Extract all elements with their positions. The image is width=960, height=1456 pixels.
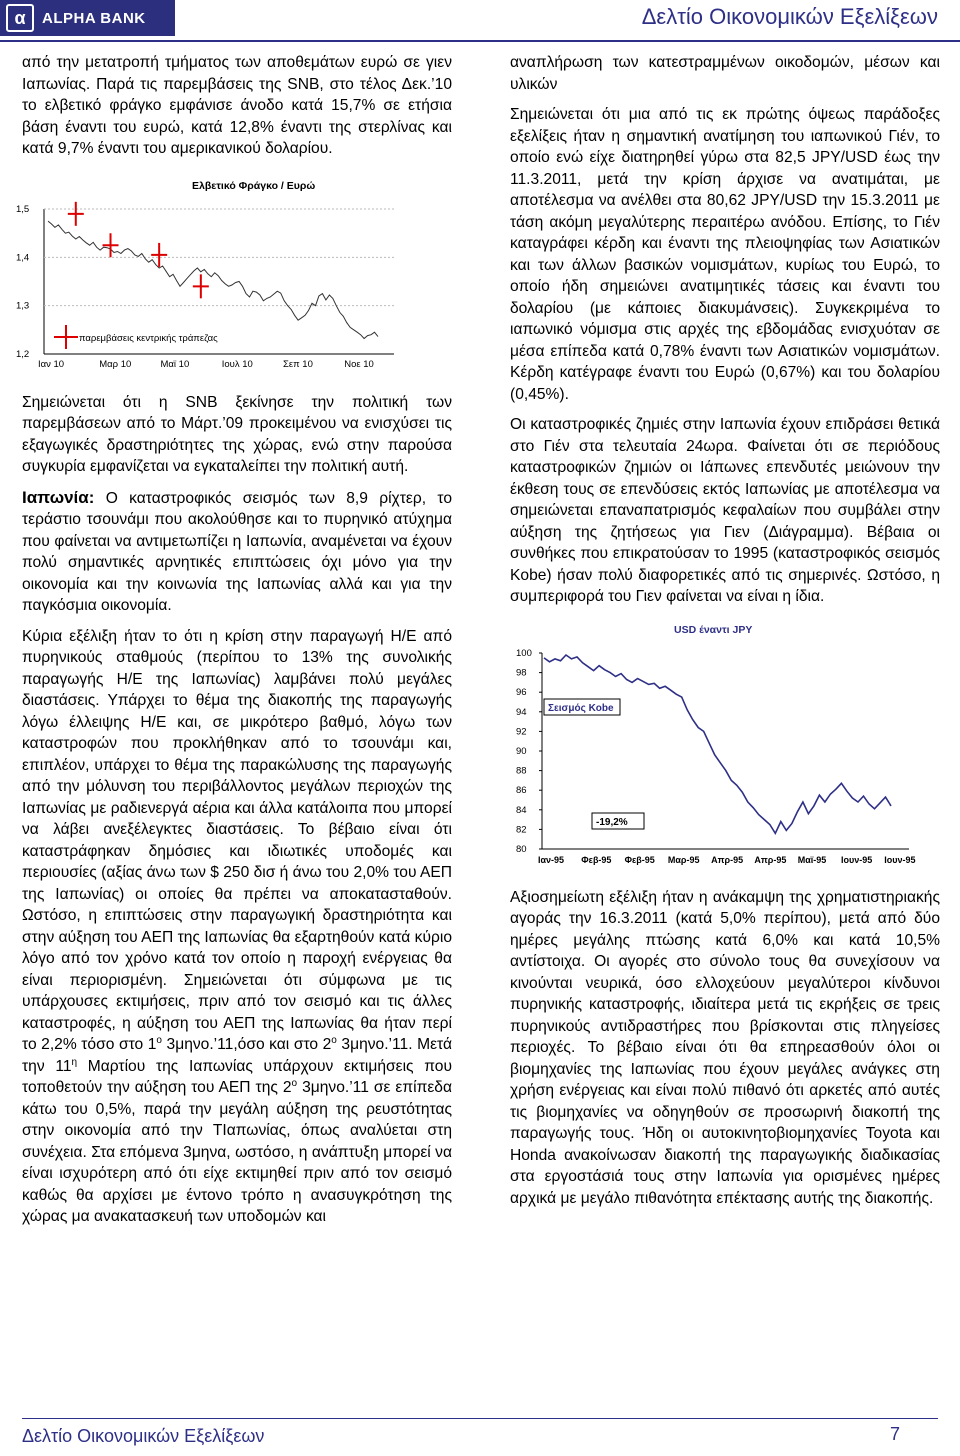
- x-tick-label: Σεπ 10: [283, 358, 313, 370]
- alpha-logo-icon: α: [6, 4, 34, 32]
- y-tick-label: 1,5: [16, 203, 30, 215]
- decline-annotation: [592, 813, 644, 829]
- x-tick-label: Μαρ 10: [99, 358, 132, 370]
- right-column: [510, 52, 940, 1218]
- chf-eur-chart: [4, 169, 444, 384]
- paragraph-nuclear-crisis: Κύρια εξέλιξη ήταν το ότι η κρίση στην παραγωγή Η/Ε από πυρηνικούς σταθμούς (περίπου το 13% της συνολικής παραγωγής Η/Ε της Ιαπωνίας) λαμβάνει πολύ μεγάλες διαστάσεις. Υπάρχει το θέμα της διακοπής της παραγωγής λόγω έλλειψης Η/Ε και, σε μικρότερο βαθμό, λόγω των καταστροφών που προκλήθηκαν από το τσουνάμι και, επιπλέον, υπάρχει το θέμα της παρακώλυσης της παραγωγής από την μόλυνση του περιβάλλοντος μεγάλων περιοχών της Ιαπωνίας με ραδιενεργά αέρια και άλλα κατάλοιπα που μπορεί να λάβει ανεξέλεγκτες διαστάσεις. Το βέβαιο είναι ότι καταστράφηκαν δημόσιες και ιδιωτικές υποδομές και περιουσίες (αξίας άνω των $ 250 δισ ή άνω του 2,0% του ΑΕΠ της Ιαπωνίας) οι οποίες θα πρέπει να αποκατασταθούν. Ωστόσο, η επιπτώσεις στην παραγωγική δραστηριότητα και στην αύξηση του ΑΕΠ της Ιαπωνίας θα εξαρτηθούν κατά κύριο λόγο από τον χρόνο κατά τον οποίο η παροχή ενέργειας θα είναι περιορισμένη. Σημειώνεται ότι σύμφωνα με τις υπάρχουσες εκτιμήσεις, πριν από τον σεισμό και τις άλλες καταστροφές, η αύξηση του ΑΕΠ της Ιαπωνίας θα ήταν περί το 2,2% τόσο στο $1^o$ 3μηνο.’11,όσο και στο $2^o$ 3μηνο.’11. Μετά την $11^\eta$ Μαρτίου της Ιαπωνίας υπάρχουν εκτιμήσεις που τοποθετούν την αύξηση του ΑΕΠ της $2^o$ 3μηνο.’11 σε επίπεδα κάτω του 0,5%, παρά την μεγάλη αύξηση της ρευστότητας στην οικονομία από την ΤΙαπωνίας, όπως αναλύεται στη συνέχεια. Στα επόμενα 3μηνα, ωστόσο, η ανάπτυξη μπορεί να είναι ισχυρότερη από ότι είχε εκτιμηθεί πριν από τον σεισμό καθώς θα αρχίσει με έντονο τρόπο η ανασυγκρότηση της χώρας μα ανακατασκευή των υποδομών και: [22, 627, 453, 1225]
- y-tick-label: 82: [516, 823, 527, 835]
- y-tick-label: 80: [516, 843, 527, 855]
- x-tick-label: Μαρ-95: [667, 854, 700, 865]
- section-heading-japan: Ιαπωνία:: [22, 487, 95, 507]
- y-tick-label: 94: [516, 706, 527, 718]
- y-tick-label: 1,2: [16, 348, 30, 360]
- decline-label: -19,2%: [596, 816, 628, 828]
- paragraph-stock-market: Αξιοσημείωτη εξέλιξη ήταν η ανάκαμψη της χρηματιστηριακής αγοράς την 16.3.2011 (κατά 5,0% περίπου), μετά από δύο ημέρες μεγάλης πτώσης κατά 6,0% και κατά 10,5% αντίστοιχα. Οι αγορές στο σύνολο τους θα συνεχίσουν να κινούνται νευρικά, όσο ελλοχεύουν μεγαλύτεροι κίνδυνοι πυρηνικής καταστροφής, ιδιαίτερα μετά τις εκρήξεις σε τρεις πυρηνικούς αντιδραστήρες που βρίσκονται στις πληγείσες περιοχές. Το βέβαιο είναι ότι θα επηρεασθούν όλοι οι βιομηχανίες της Ιαπωνίας που έχουν μεγάλες ανάγκες στη χρήση ενέργειας και είναι πολύ πιθανό ότι αρκετές από αυτές τις βιομηχανίες να οδηγηθούν σε προσωρινή διακοπή της παραγωγής τους. Ήδη οι αυτοκινητοβιομηχανίες Toyota και Honda ανακοίνωσαν διακοπή της παραγωγικής διαδικασίας στα εργοστάσιά τους στην Ιαπωνία για ορισμένες ημέρες αρχικά με μεγάλο πιθανότητα επέκτασης αυτής της διακοπής.: [510, 888, 940, 1207]
- x-tick-label: Ιαν-95: [538, 854, 565, 865]
- chart-title: USD έναντι JPY: [674, 623, 753, 636]
- y-tick-label: 88: [516, 765, 527, 777]
- page-header: [0, 0, 960, 40]
- kobe-annotation: [544, 699, 620, 715]
- bank-name: ALPHA BANK: [42, 9, 146, 27]
- paragraph-repatriation: Οι καταστροφικές ζημιές στην Ιαπωνία έχουν επιδράσει θετικά στο Γιέν στα τελευταία 24ωρα. Φαίνεται ότι σε περιόδους καταστροφικών ζημιών οι Ιάπωνες επενδυτές μειώνουν την έκθεση τους σε επενδύσεις εκτός Ιαπωνίας με αποτέλεσμα να σημειώνεται επαναπατρισμός κεφαλαίων που συμβάλει στην αύξηση της ζητήσεως για Γιεν (Διάγραμμα). Βέβαια οι συνθήκες που επικρατούσαν το 1995 (καταστροφικός σεισμός Kobe) ήσαν πολύ διαφορετικές από τις σημερινές. Ωστόσο, η συμπεριφορά του Γιεν φαίνεται να είναι η ίδια.: [510, 416, 940, 605]
- x-tick-label: Ιαν 10: [38, 358, 65, 370]
- y-tick-label: 90: [516, 745, 527, 757]
- y-tick-label: 1,3: [16, 300, 30, 312]
- x-tick-label: Απρ-95: [711, 854, 744, 865]
- paragraph-snb-interventions: από την μετατροπή τμήματος των αποθεμάτων ευρώ σε γιεν Ιαπωνίας. Παρά τις παρεμβάσεις της SNB, στο τέλος Δεκ.’10 το ελβετικό φράγκο εμφάνισε άνοδο κατά 15,7% σε ετήσια βάση έναντι του ευρώ, κατά 12,8% έναντι της στερλίνας και κατά 9,7% έναντι του αμερικανικού δολαρίου.: [22, 54, 452, 157]
- intervention-legend-label: παρεμβάσεις κεντρικής τράπεζας: [79, 332, 218, 344]
- x-tick-label: Μαϊ 10: [160, 358, 190, 370]
- alpha-bank-logo: [0, 0, 175, 36]
- y-tick-label: 84: [516, 804, 527, 816]
- y-tick-label: 100: [516, 647, 532, 659]
- kobe-label: Σεισμός Kobe: [548, 702, 614, 714]
- x-tick-label: Φεβ-95: [624, 854, 655, 865]
- x-tick-label: Νοε 10: [344, 358, 374, 370]
- chart-title: Ελβετικό Φράγκο / Ευρώ: [192, 179, 316, 192]
- paragraph-snb-policy: Σημειώνεται ότι η SNB ξεκίνησε την πολιτική των παρεμβάσεων από το Μάρτ.’09 προκειμένου να ενισχύσει τις εξαγωγικές δραστηριότητες της χώρας, ενώ στην παρούσα συγκυρία εμφανίζεται να εγκαταλείπει την πολιτική αυτή.: [22, 393, 452, 475]
- x-tick-label: Φεβ-95: [581, 854, 612, 865]
- y-tick-label: 96: [516, 686, 527, 698]
- header-divider: [0, 40, 960, 42]
- y-tick-label: 92: [516, 725, 527, 737]
- left-column: [16, 52, 453, 1237]
- usd-jpy-chart: [504, 617, 934, 877]
- paragraph-reconstruction: αναπλήρωση των κατεστραμμένων οικοδομών, μέσων και υλικών: [510, 54, 940, 93]
- x-tick-label: Μαϊ-95: [797, 854, 827, 865]
- chf-eur-chart-svg: [4, 169, 444, 384]
- intervention-legend-marker: [54, 325, 78, 349]
- y-tick-label: 98: [516, 667, 527, 679]
- x-tick-label: Ιουλ 10: [221, 358, 253, 370]
- y-tick-label: 86: [516, 784, 527, 796]
- y-tick-label: 1,4: [16, 251, 30, 263]
- footer-divider: [22, 1418, 938, 1419]
- usd-jpy-chart-svg: [504, 617, 934, 877]
- paragraph-japan-intro: Ιαπωνία: Ο καταστροφικός σεισμός των 8,9 ρίχτερ, το τεράστιο τσουνάμι που ακολούθησε και το πυρηνικό ατύχημα που φαίνεται να αντιμετωπίζει η Ιαπωνία, αναμένεται να έχουν πολύ σημαντικές αρνητικές επιπτώσεις όχι μόνο για την οικονομία και την κοινωνία της Ιαπωνίας αλλά και για την παγκόσμια οικονομία.: [22, 487, 452, 614]
- x-tick-label: Απρ-95: [754, 854, 787, 865]
- series-line-usd-jpy: [544, 655, 891, 833]
- paragraph-yen-appreciation: Σημειώνεται ότι μια από τις εκ πρώτης όψεως παράδοξες εξελίξεις ήταν η σημαντική ανατίμηση του ιαπωνικού Γιέν, το οποίο ενώ είχε διατηρηθεί γύρω στα 82,5 JPY/USD έως την 11.3.2011, μετά την κρίση άρχισε να ανατιμάται, με αποτέλεσμα να ανέλθει στα 80,62 JPY/USD την 15.3.2011 με τάση ακόμη μεγαλύτερης περαιτέρω ανόδου. Επίσης, το Γιέν καταγράφει κέρδη και έναντι της πλειοψηφίας των Ασιατικών και των άλλων βασικών νομισμάτων, κυρίως του Ευρώ, το οποίο ήδη σημειώνει ανατιμητικές τάσεις και έναντι του δολαρίου (με κάποιες διακυμάνσεις). Συγκεκριμένα το ιαπωνικό νόμισμα στις αρχές της εβδομάδας ενισχυόταν σε μέσα επίπεδα κατά 0,78% έναντι των Ασιατικών νομισμάτων. Κέρδη κατέγραφε έναντι του Ευρώ (0,67%) και του δολαρίου (0,45%).: [510, 106, 940, 403]
- page-number: 7: [889, 1424, 900, 1444]
- series-line-chf-eur: [48, 221, 378, 338]
- x-tick-label: Ιουν-95: [884, 854, 916, 865]
- footer-title: Δελτίο Οικονομικών Εξελίξεων: [22, 1426, 265, 1446]
- x-tick-label: Ιουν-95: [841, 854, 873, 865]
- bulletin-title: Δελτίο Οικονομικών Εξελίξεων: [641, 4, 938, 29]
